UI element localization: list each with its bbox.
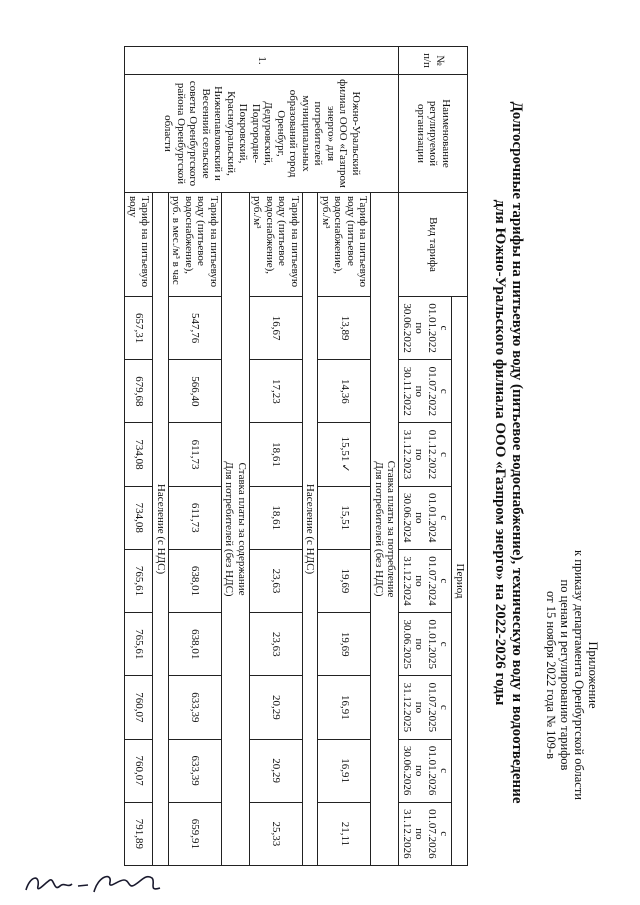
period-line: с 01.01.2026: [426, 745, 451, 796]
organization-name: Южно-Уральский филиал ООО «Газпром энерго» для потребителей муниципальных образований город Оренбург, Дедуровский, Подгородне-Покровский, Красноуральский, Нижнепавловский и Весенний сельские советы Оренбургского района Оренбургской области: [125, 75, 399, 193]
period-line: с 01.12.2022: [426, 429, 451, 480]
tariff-value-text: 18,61: [270, 442, 283, 467]
tariff-value: [169, 423, 222, 486]
tariff-value: [250, 486, 303, 549]
tariff-value-text: 679,68: [133, 376, 146, 407]
section-header: Население (с НДС): [153, 193, 169, 866]
appendix-block: [544, 505, 600, 845]
period-header: [399, 676, 452, 739]
tariff-value: [318, 739, 371, 802]
tariff-value-text: 16,91: [338, 695, 351, 720]
tariff-value-text: 23,63: [270, 568, 283, 594]
title-line: Долгосрочные тарифы на питьевую воду (питьевое водоснабжение), техническую воду и водоотведение: [509, 101, 525, 804]
tariff-value-text: 611,73: [189, 502, 202, 533]
tariff-value: [169, 549, 222, 612]
tariff-value-text: 19,69: [338, 568, 351, 594]
tariff-value: [125, 423, 153, 486]
period-line: с 01.01.2025: [426, 619, 451, 669]
tariff-value-text: 611,73: [189, 439, 202, 470]
tariff-value-text: 20,29: [270, 695, 283, 720]
tariff-value-text: 791,89: [133, 818, 146, 849]
tariff-value-text: 659,91: [189, 818, 202, 849]
tariff-value-text: 734,08: [133, 439, 146, 470]
tariff-value: [125, 360, 153, 423]
tariff-value-text: 14,36: [338, 378, 351, 404]
period-header: [399, 549, 452, 612]
tariff-kind: Тариф на питьевую воду (питьевое водоснабжение), руб. в мес./м³ в час: [169, 193, 222, 297]
period-line: по 30.06.2025: [401, 619, 426, 669]
tariff-value-text: 547,76: [189, 312, 202, 344]
tariff-value-text: 638,01: [189, 629, 202, 660]
tariff-value: [250, 802, 303, 865]
period-line: по 30.06.2022: [401, 303, 426, 353]
handwritten-signature: [20, 868, 170, 900]
tariff-value: [169, 297, 222, 360]
tariff-value: [125, 676, 153, 739]
period-header: [399, 739, 452, 802]
tariff-value: [318, 297, 371, 360]
section-header: [222, 193, 250, 866]
tariff-value-text: 633,39: [189, 755, 202, 786]
tariff-value: [318, 423, 371, 486]
period-line: с 01.07.2025: [426, 682, 451, 733]
tariff-value-text: 20,29: [270, 758, 283, 784]
tariff-value: [169, 802, 222, 865]
tariff-value-text: 765,61: [133, 565, 146, 597]
appendix-line: к приказу департамента Оренбургской области: [572, 550, 586, 800]
tariff-value: [250, 549, 303, 612]
period-line: по 31.12.2025: [401, 682, 426, 733]
tariff-value: [125, 549, 153, 612]
period-line: с 01.07.2026: [426, 809, 451, 859]
appendix-line: от 15 ноября 2022 года № 109-в: [544, 591, 558, 759]
tariff-value: [318, 549, 371, 612]
section-title: Ставка платы за содержание: [236, 462, 248, 596]
period-line: с 01.07.2022: [426, 366, 451, 417]
header-num: № п/п: [399, 47, 468, 75]
tariff-value: [250, 360, 303, 423]
period-line: с 01.07.2024: [426, 556, 451, 606]
tariff-value: [169, 360, 222, 423]
tariff-value: [169, 676, 222, 739]
tariff-value-text: 25,33: [270, 821, 283, 847]
period-line: по 30.06.2024: [401, 493, 426, 543]
period-header: [399, 802, 452, 865]
row-number: 1.: [125, 47, 399, 75]
section-row: [371, 47, 399, 866]
tariff-value-text: 15,51: [338, 505, 351, 531]
header-period: Период: [452, 297, 468, 866]
period-line: с 01.01.2024: [426, 493, 451, 543]
tariff-table: [125, 46, 469, 866]
tariff-value-text: 633,39: [189, 692, 202, 723]
tariff-value: [125, 739, 153, 802]
tariff-value-text: 16,91: [338, 758, 351, 784]
tariff-value-text: 18,61: [270, 505, 283, 531]
period-line: по 30.11.2022: [401, 366, 426, 416]
appendix-line: по ценам и регулированию тарифов: [558, 579, 572, 771]
tariff-value: [318, 613, 371, 676]
document-title: [491, 0, 525, 905]
section-header: [371, 193, 399, 866]
tariff-value-text: 734,08: [133, 502, 146, 533]
section-subtitle: Для потребителей (без НДС): [223, 461, 236, 597]
tariff-value: [250, 423, 303, 486]
period-header: [399, 297, 452, 360]
tariff-kind: Тариф на питьевую воду: [125, 193, 153, 297]
appendix-line: Приложение: [586, 641, 600, 709]
period-header: [399, 613, 452, 676]
tariff-value-text: 23,63: [270, 631, 283, 657]
tariff-value: [125, 802, 153, 865]
tariff-value-text: 19,69: [338, 631, 351, 657]
tariff-kind: Тариф на питьевую воду (питьевое водоснабжение), руб./м³: [250, 193, 303, 297]
tariff-value-text: 657,31: [133, 312, 146, 344]
header-row: [452, 47, 468, 866]
header-kind: Вид тарифа: [399, 193, 468, 297]
tariff-value-text: 15,51: [338, 436, 351, 462]
tariff-value: [169, 486, 222, 549]
period-line: с 01.01.2022: [426, 303, 451, 353]
tariff-value: [125, 613, 153, 676]
tariff-value: [250, 297, 303, 360]
tariff-value: [250, 676, 303, 739]
tariff-value-text: 16,67: [270, 315, 283, 341]
tariff-value-text: 21,11: [338, 821, 351, 847]
tariff-value: [169, 739, 222, 802]
title-line: для Южно-Уральского филиала ООО «Газпром энерго» на 2022-2026 годы: [492, 199, 508, 706]
tariff-value-text: 17,23: [270, 378, 283, 404]
tariff-value: [169, 613, 222, 676]
tariff-value-text: 760,07: [133, 692, 146, 723]
period-header: [399, 423, 452, 486]
period-line: по 31.12.2023: [401, 429, 426, 480]
tariff-value: [318, 486, 371, 549]
period-line: по 31.12.2026: [401, 809, 426, 859]
check-mark: ✓: [338, 463, 351, 473]
period-line: по 31.12.2024: [401, 556, 426, 606]
tariff-value: [318, 676, 371, 739]
tariff-value: [250, 739, 303, 802]
tariff-value-text: 566,40: [189, 376, 202, 407]
tariff-value-text: 13,89: [338, 315, 351, 341]
tariff-value: [125, 297, 153, 360]
tariff-kind: Тариф на питьевую воду (питьевое водоснабжение), руб./м³: [318, 193, 371, 297]
tariff-value-text: 765,61: [133, 629, 146, 660]
section-subtitle: Для потребителей (без НДС): [373, 461, 385, 597]
period-header: [399, 360, 452, 423]
tariff-value: [250, 613, 303, 676]
tariff-value-text: 638,01: [189, 565, 202, 597]
period-header: [399, 486, 452, 549]
tariff-value-text: 760,07: [133, 755, 146, 786]
section-title: Ставка платы за потребление: [385, 460, 398, 598]
tariff-value: [125, 486, 153, 549]
header-org: Наименование регулируемой организации: [399, 75, 468, 193]
section-header: Население (с НДС): [303, 193, 319, 866]
tariff-value: [318, 360, 371, 423]
period-line: по 30.06.2026: [401, 745, 426, 796]
tariff-value: [318, 802, 371, 865]
